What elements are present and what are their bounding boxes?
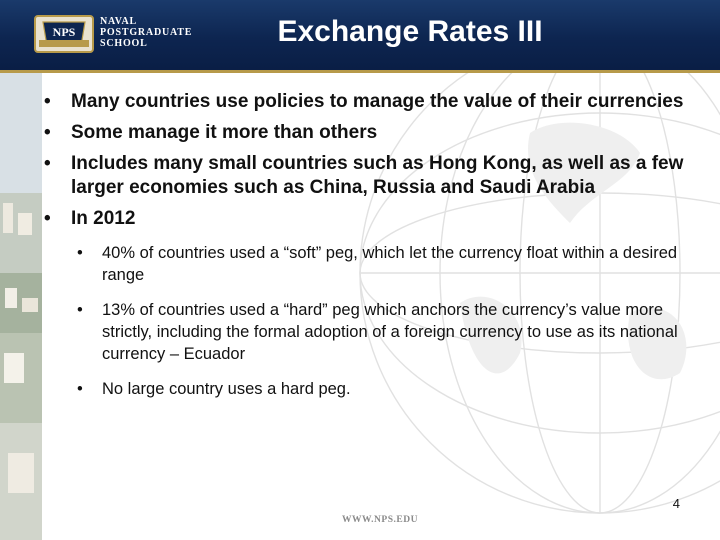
sub-bullet-item: [44, 378, 694, 400]
bullet-marker: •: [44, 122, 51, 143]
slide-title: Exchange Rates III: [277, 15, 543, 48]
bullet-item: [44, 90, 694, 114]
svg-text:NPS: NPS: [52, 25, 76, 39]
slide-body: [44, 90, 694, 413]
bullet-item: [44, 121, 694, 145]
footer-url: WWW.NPS.EDU: [342, 515, 418, 525]
wordmark-line: SCHOOL: [100, 38, 148, 49]
sub-bullet-item: [44, 242, 694, 286]
bullet-text: Some manage it more than others: [71, 122, 378, 143]
bullet-marker: •: [44, 208, 51, 229]
school-wordmark: [100, 16, 192, 49]
bullet-text: Includes many small countries such as Hong Kong, as well as a few larger economies such as China, Russia and Saudi Arabia: [71, 153, 684, 198]
bullet-text: In 2012: [71, 208, 136, 229]
page-number: 4: [672, 496, 680, 511]
bullet-marker: •: [44, 153, 51, 174]
slide-header: [0, 0, 720, 70]
bullet-marker: •: [77, 380, 83, 398]
wordmark-line: NAVAL: [100, 16, 137, 27]
bullet-text: Many countries use policies to manage the value of their currencies: [71, 91, 684, 112]
sub-bullet-item: [44, 299, 694, 365]
bullet-marker: •: [77, 301, 83, 319]
bullet-marker: •: [77, 244, 83, 262]
bullet-item: [44, 152, 694, 200]
sub-bullet-text: 40% of countries used a “soft” peg, which let the currency float within a desired range: [102, 244, 678, 284]
sub-bullet-text: 13% of countries used a “hard” peg which anchors the currency’s value more strictly, including the formal adoption of a foreign currency to use as its national currency – Ecuador: [102, 301, 678, 363]
sub-bullet-text: No large country uses a hard peg.: [102, 380, 351, 398]
bullet-item: [44, 207, 694, 231]
campus-photo: [0, 73, 42, 540]
bullet-marker: •: [44, 91, 51, 112]
wordmark-line: POSTGRADUATE: [100, 27, 193, 38]
nps-seal-logo-icon: [33, 12, 95, 56]
